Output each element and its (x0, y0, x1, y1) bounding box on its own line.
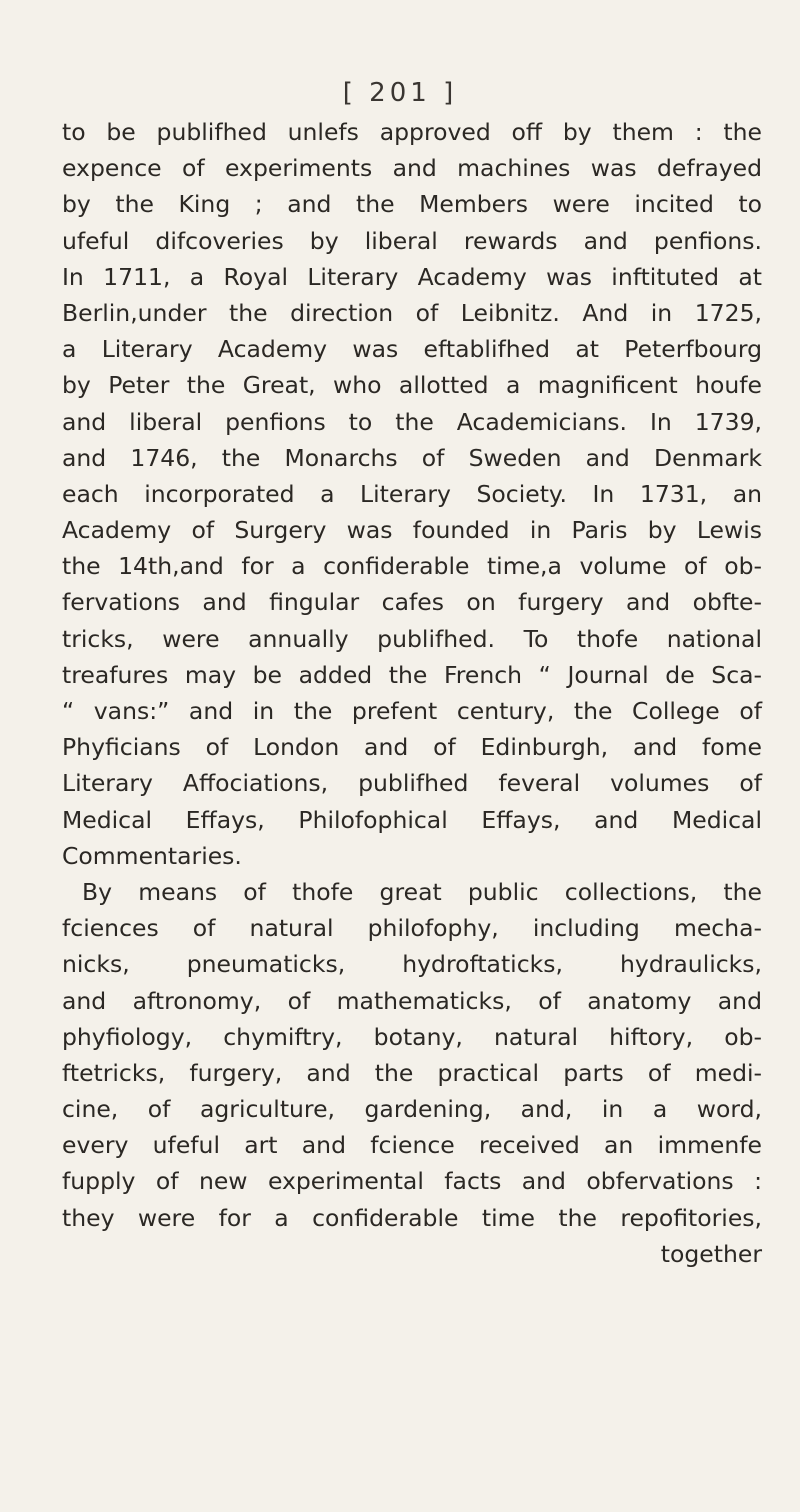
text-line: fervations and fingular cafes on furgery and obfte- (62, 588, 762, 617)
text-line: cine, of agriculture, gardening, and, in a word, (62, 1095, 762, 1124)
text-line: fciences of natural philofophy, including mecha- (62, 914, 762, 943)
text-line: nicks, pneumaticks, hydroftaticks, hydraulicks, (62, 950, 762, 979)
text-line: Commentaries. (62, 841, 242, 870)
text-line: they were for a confiderable time the repofitories, (62, 1203, 762, 1232)
text-line: By means of thofe great public collections, the (82, 877, 762, 906)
text-line: expence of experiments and machines was defrayed (62, 154, 762, 183)
text-line: each incorporated a Literary Society. In 1731, an (62, 479, 762, 508)
text-line: to be publifhed unlefs approved off by them : the (62, 118, 762, 146)
text-line: by the King ; and the Members were incited to (62, 190, 762, 219)
text-line: Phyficians of London and of Edinburgh, and fome (62, 733, 762, 762)
body-text (62, 114, 762, 1272)
text-line: ufeful difcoveries by liberal rewards and penfions. (62, 226, 762, 255)
text-line: and liberal penfions to the Academicians. In 1739, (62, 407, 762, 436)
text-line: by Peter the Great, who allotted a magnificent houfe (62, 371, 762, 400)
text-line: Academy of Surgery was founded in Paris by Lewis (62, 516, 762, 545)
text-line: Medical Effays, Philofophical Effays, and Medical (62, 805, 762, 834)
text-line: and 1746, the Monarchs of Sweden and Denmark (62, 443, 762, 472)
catchword: together (660, 1239, 762, 1268)
text-line: Literary Affociations, publifhed feveral volumes of (62, 769, 762, 798)
text-line: In 1711, a Royal Literary Academy was inftituted at (62, 262, 762, 291)
text-line: fupply of new experimental facts and obfervations : (62, 1167, 762, 1196)
page-number: [ 201 ] (342, 78, 458, 108)
text-line: tricks, were annually publifhed. To thofe national (62, 624, 762, 653)
text-line: a Literary Academy was eftablifhed at Peterfbourg (62, 335, 762, 364)
text-line: and aftronomy, of mathematicks, of anatomy and (62, 986, 762, 1015)
text-line: ftetricks, furgery, and the practical parts of medi- (62, 1058, 762, 1087)
text-line: the 14th,and for a confiderable time,a volume of ob- (62, 552, 762, 581)
text-line: every ufeful art and fcience received an immenfe (62, 1131, 762, 1160)
text-line: phyfiology, chymiftry, botany, natural hiftory, ob- (62, 1022, 762, 1051)
text-line: Berlin,under the direction of Leibnitz. And in 1725, (62, 298, 762, 327)
text-line: treafures may be added the French “ Journal de Sca- (62, 660, 762, 689)
text-line: “ vans:” and in the prefent century, the College of (62, 697, 762, 725)
